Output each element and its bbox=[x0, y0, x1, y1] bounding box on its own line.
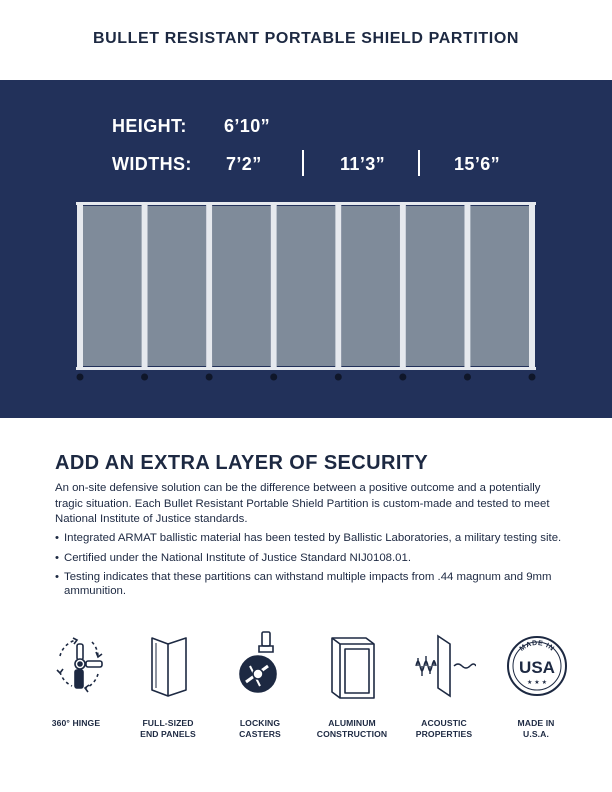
aluminum-frame-icon bbox=[322, 630, 384, 700]
partition-post bbox=[206, 202, 212, 370]
partition-post bbox=[77, 202, 83, 370]
partition-top-rail bbox=[76, 202, 536, 205]
feature-label: LOCKING CASTERS bbox=[239, 718, 281, 739]
list-item: • Certified under the National Institute of Justice Standard NIJ0108.01. bbox=[55, 552, 565, 566]
width-value: 7’2” bbox=[226, 154, 262, 174]
width-divider bbox=[302, 150, 304, 176]
caster-wheel bbox=[270, 374, 277, 381]
badge-center-text: USA bbox=[519, 658, 555, 677]
feature-icon-row bbox=[30, 630, 582, 750]
height-value: 6’10” bbox=[224, 116, 271, 136]
feature-bullet-list bbox=[55, 532, 565, 604]
badge-stars: ★ ★ ★ bbox=[527, 679, 547, 686]
intro-paragraph: An on-site defensive solution can be the difference between a positive outcome and a potentially tragic situation. Each Bullet Resistant Portable Shield Partition is custom-made and tested to meet National Institute of Justice standards. bbox=[55, 482, 550, 525]
height-label: HEIGHT: bbox=[112, 116, 187, 136]
list-item: • Integrated ARMAT ballistic material has been tested by Ballistic Laboratories, a military testing site. bbox=[55, 532, 565, 546]
feature-label: FULL-SIZED END PANELS bbox=[140, 718, 196, 739]
feature-aluminum bbox=[306, 630, 398, 750]
hero-banner bbox=[0, 80, 612, 418]
partition-panel bbox=[148, 206, 207, 366]
partition-post bbox=[529, 202, 535, 370]
caster-wheel bbox=[464, 374, 471, 381]
feature-acoustic bbox=[398, 630, 490, 750]
end-panel-icon bbox=[138, 630, 200, 700]
feature-hinge bbox=[30, 630, 122, 750]
acoustic-icon bbox=[414, 630, 476, 700]
svg-text:MADE IN bbox=[519, 640, 556, 653]
partition-post bbox=[335, 202, 341, 370]
partition-panel bbox=[83, 206, 142, 366]
partition-post bbox=[271, 202, 277, 370]
width-value: 15’6” bbox=[454, 154, 501, 174]
width-divider bbox=[418, 150, 420, 176]
partition-panel bbox=[277, 206, 336, 366]
width-value: 11’3” bbox=[340, 154, 386, 174]
section-heading: ADD AN EXTRA LAYER OF SECURITY bbox=[55, 452, 429, 474]
feature-label: ALUMINUM CONSTRUCTION bbox=[316, 718, 388, 739]
caster-wheel bbox=[335, 374, 342, 381]
feature-label: MADE IN U.S.A. bbox=[517, 718, 555, 739]
partition-bottom-rail bbox=[76, 367, 536, 370]
list-item: • Testing indicates that these partitions can withstand multiple impacts from .44 magnum and 9mm ammunition. bbox=[55, 571, 565, 598]
made-in-usa-icon bbox=[506, 630, 568, 700]
badge-top-text: MADE IN bbox=[518, 639, 556, 653]
caster-wheel bbox=[529, 374, 536, 381]
partition-illustration bbox=[0, 80, 612, 418]
hinge-icon bbox=[46, 630, 108, 700]
feature-label: ACOUSTIC PROPERTIES bbox=[415, 718, 473, 739]
page-title: BULLET RESISTANT PORTABLE SHIELD PARTITION bbox=[92, 30, 520, 47]
caster-wheel bbox=[206, 374, 213, 381]
caster-icon bbox=[230, 630, 292, 700]
partition-panel bbox=[470, 206, 529, 366]
partition-panel bbox=[341, 206, 400, 366]
partition-panel bbox=[406, 206, 465, 366]
caster-wheel bbox=[77, 374, 84, 381]
caster-wheel bbox=[141, 374, 148, 381]
partition-post bbox=[464, 202, 470, 370]
feature-casters bbox=[214, 630, 306, 750]
feature-made-in-usa bbox=[490, 630, 582, 750]
partition-post bbox=[142, 202, 148, 370]
feature-end-panels bbox=[122, 630, 214, 750]
partition-panel bbox=[212, 206, 271, 366]
caster-wheel bbox=[399, 374, 406, 381]
feature-label: 360° HINGE bbox=[51, 718, 101, 728]
partition-post bbox=[400, 202, 406, 370]
widths-label: WIDTHS: bbox=[112, 154, 192, 174]
